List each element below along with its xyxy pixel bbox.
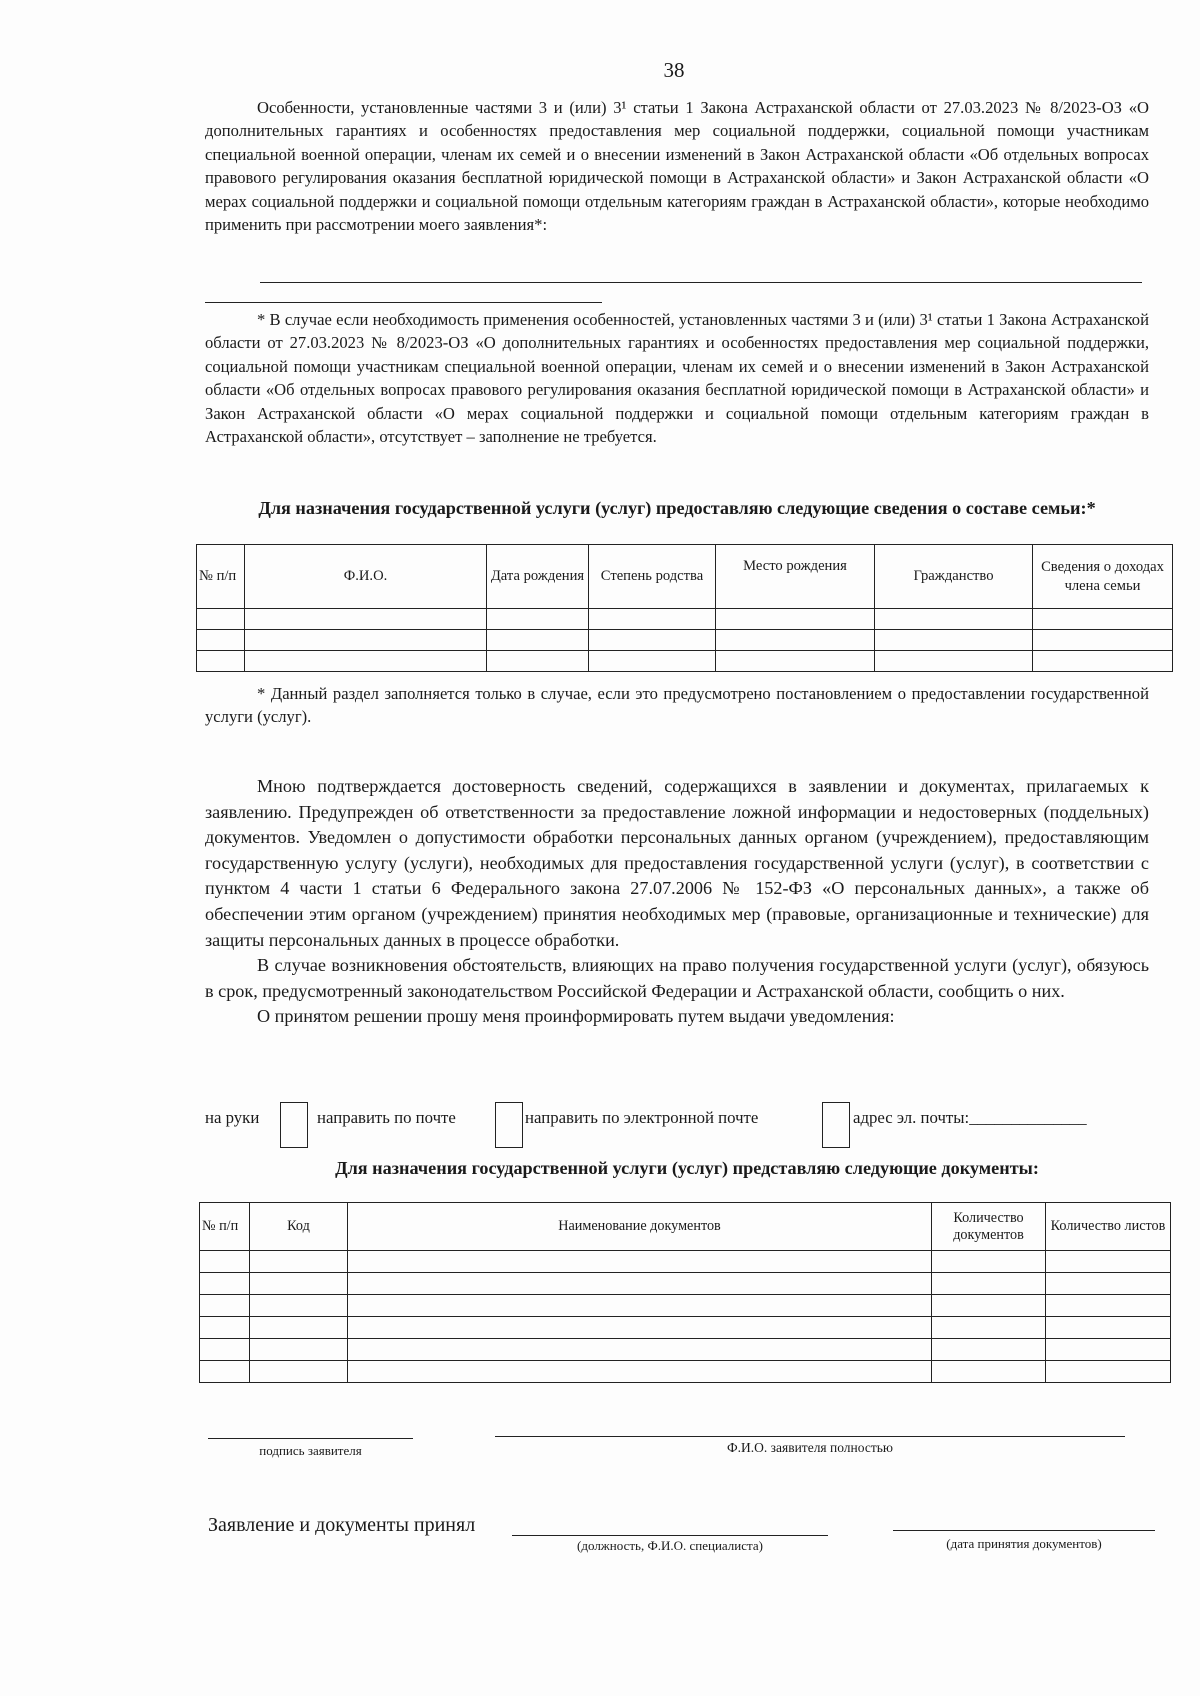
family-row	[197, 651, 1173, 672]
signature-line	[208, 1438, 413, 1439]
table-cell[interactable]	[875, 609, 1033, 630]
table-cell[interactable]	[245, 651, 487, 672]
table-cell[interactable]	[932, 1361, 1046, 1383]
fio-label: Ф.И.О. заявителя полностью	[727, 1440, 893, 1455]
family-footnote-text: * Данный раздел заполняется только в случае, если это предусмотрено постановлением о предоставлении государственной услуги (услуг).	[205, 684, 1149, 727]
by-post-label: направить по почте	[317, 1108, 456, 1127]
confirmation-block	[205, 774, 1149, 1030]
doc-col-count: Количество документов	[932, 1203, 1046, 1251]
document-row	[200, 1317, 1171, 1339]
table-cell[interactable]	[1046, 1317, 1171, 1339]
col-birth-date: Дата рождения	[487, 545, 589, 609]
table-cell[interactable]	[200, 1339, 250, 1361]
doc-col-code: Код	[250, 1203, 348, 1251]
table-cell[interactable]	[716, 630, 875, 651]
table-cell[interactable]	[348, 1339, 932, 1361]
table-cell[interactable]	[348, 1361, 932, 1383]
document-row	[200, 1273, 1171, 1295]
col-fio: Ф.И.О.	[245, 545, 487, 609]
table-cell[interactable]	[716, 609, 875, 630]
col-number: № п/п	[197, 545, 245, 609]
document-row	[200, 1361, 1171, 1383]
by-post-checkbox[interactable]	[495, 1102, 523, 1148]
table-cell[interactable]	[487, 630, 589, 651]
table-cell[interactable]	[1046, 1339, 1171, 1361]
table-cell[interactable]	[250, 1273, 348, 1295]
table-cell[interactable]	[348, 1273, 932, 1295]
table-cell[interactable]	[716, 651, 875, 672]
table-cell[interactable]	[875, 630, 1033, 651]
table-cell[interactable]	[245, 630, 487, 651]
table-cell[interactable]	[250, 1361, 348, 1383]
table-cell[interactable]	[200, 1361, 250, 1383]
in-person-label: на руки	[205, 1108, 260, 1127]
doc-col-number: № п/п	[200, 1203, 250, 1251]
table-cell[interactable]	[1046, 1361, 1171, 1383]
table-cell[interactable]	[250, 1295, 348, 1317]
table-cell[interactable]	[348, 1295, 932, 1317]
table-cell[interactable]	[1033, 651, 1173, 672]
table-cell[interactable]	[197, 609, 245, 630]
table-cell[interactable]	[348, 1251, 932, 1273]
table-cell[interactable]	[1046, 1273, 1171, 1295]
delivery-options	[205, 1100, 1155, 1148]
table-cell[interactable]	[200, 1317, 250, 1339]
documents-table	[199, 1202, 1171, 1383]
features-fill-line	[260, 282, 1142, 283]
doc-col-name: Наименование документов	[348, 1203, 932, 1251]
documents-heading: Для назначения государственной услуги (услуг) представляю следующие документы:	[335, 1158, 1039, 1178]
table-cell[interactable]	[200, 1273, 250, 1295]
in-person-checkbox[interactable]	[280, 1102, 308, 1148]
family-row	[197, 630, 1173, 651]
date-label: (дата принятия документов)	[946, 1536, 1102, 1551]
features-text: Особенности, установленные частями 3 и (или) 3¹ статьи 1 Закона Астраханской области от 27.03.2023 № 8/2023-ОЗ «О дополнительных гарантиях и особенностях предоставления мер социальной поддержки, социальной помощи участникам специальной военной операции, членам их семей и о внесении изменений в Закон Астраханской области «Об отдельных вопросах правового регулирования оказания бесплатной юридической помощи в Астраханской области» и Закон Астраханской области «О мерах социальной поддержки и социальной помощи отдельным категориям граждан в Астраханской области», которые необходимо применить при рассмотрении моего заявления*:	[205, 98, 1149, 235]
table-cell[interactable]	[589, 651, 716, 672]
date-line	[893, 1530, 1155, 1531]
table-cell[interactable]	[1046, 1295, 1171, 1317]
table-cell[interactable]	[200, 1251, 250, 1273]
col-relationship: Степень родства	[589, 545, 716, 609]
family-footnote	[205, 682, 1149, 729]
email-address-field[interactable]: адрес эл. почты:______________	[853, 1108, 1087, 1127]
signature-label: подпись заявителя	[259, 1443, 362, 1458]
table-cell[interactable]	[250, 1339, 348, 1361]
table-cell[interactable]	[250, 1251, 348, 1273]
family-row	[197, 609, 1173, 630]
doc-col-sheets: Количество листов	[1046, 1203, 1171, 1251]
table-cell[interactable]	[932, 1251, 1046, 1273]
table-cell[interactable]	[589, 609, 716, 630]
obligation-text: В случае возникновения обстоятельств, влияющих на право получения государственной услуги (услуг), обязуюсь в срок, предусмотренный законодательством Российской Федерации и Астраханской области, сообщить о них.	[205, 955, 1149, 1001]
notify-text: О принятом решении прошу меня проинформировать путем выдачи уведомления:	[257, 1006, 895, 1027]
table-cell[interactable]	[589, 630, 716, 651]
footnote-paragraph	[205, 308, 1149, 448]
table-cell[interactable]	[348, 1317, 932, 1339]
table-cell[interactable]	[245, 609, 487, 630]
table-cell[interactable]	[487, 609, 589, 630]
col-citizenship: Гражданство	[875, 545, 1033, 609]
accepted-label: Заявление и документы принял	[208, 1514, 476, 1536]
family-table	[196, 544, 1173, 672]
table-cell[interactable]	[932, 1273, 1046, 1295]
table-cell[interactable]	[197, 651, 245, 672]
table-cell[interactable]	[1033, 609, 1173, 630]
features-paragraph	[205, 96, 1149, 236]
document-row	[200, 1295, 1171, 1317]
table-cell[interactable]	[487, 651, 589, 672]
table-cell[interactable]	[250, 1317, 348, 1339]
table-cell[interactable]	[197, 630, 245, 651]
table-cell[interactable]	[875, 651, 1033, 672]
family-heading: Для назначения государственной услуги (услуг) предоставляю следующие сведения о составе семьи:*	[258, 498, 1096, 518]
col-birth-place: Место рождения	[716, 545, 875, 609]
table-cell[interactable]	[932, 1295, 1046, 1317]
table-cell[interactable]	[1033, 630, 1173, 651]
col-income: Сведения о доходах члена семьи	[1033, 545, 1173, 609]
page-number: 38	[663, 58, 685, 82]
fio-line	[495, 1436, 1125, 1437]
confirmation-text: Мною подтверждается достоверность сведений, содержащихся в заявлении и документах, прилагаемых к заявлению. Предупрежден об ответственности за предоставление ложной информации и недостоверных (поддельных) документов. Уведомлен о допустимости обработки персональных данных органом (учреждением), предоставляющим государственную услугу (услуги), необходимых для предоставления государственной услуги (услуг), в соответствии с пунктом 4 части 1 статьи 6 Федерального закона 27.07.2006 № 152-ФЗ «О персональных данных», а также об обеспечении этим органом (учреждением) принятия необходимых мер (правовые, организационные и технические) для защиты персональных данных в процессе обработки.	[205, 776, 1149, 950]
by-email-label: направить по электронной почте	[525, 1108, 759, 1127]
specialist-label: (должность, Ф.И.О. специалиста)	[577, 1538, 763, 1553]
document-row	[200, 1251, 1171, 1273]
document-row	[200, 1339, 1171, 1361]
table-cell[interactable]	[932, 1317, 1046, 1339]
footnote-separator	[205, 302, 602, 303]
table-cell[interactable]	[200, 1295, 250, 1317]
specialist-line	[512, 1535, 828, 1536]
footnote-text: * В случае если необходимость применения особенностей, установленных частями 3 и (или) 3¹ статьи 1 Закона Астраханской области от 27.03.2023 № 8/2023-ОЗ «О дополнительных гарантиях и особенностях предоставления мер социальной поддержки, социальной помощи участникам специальной военной операции, членам их семей и о внесении изменений в Закон Астраханской области «Об отдельных вопросах правового регулирования оказания бесплатной юридической помощи в Астраханской области» и Закон Астраханской области «О мерах социальной поддержки и социальной помощи отдельным категориям граждан в Астраханской области», отсутствует – заполнение не требуется.	[205, 310, 1149, 447]
table-cell[interactable]	[932, 1339, 1046, 1361]
table-cell[interactable]	[1046, 1251, 1171, 1273]
by-email-checkbox[interactable]	[822, 1102, 850, 1148]
